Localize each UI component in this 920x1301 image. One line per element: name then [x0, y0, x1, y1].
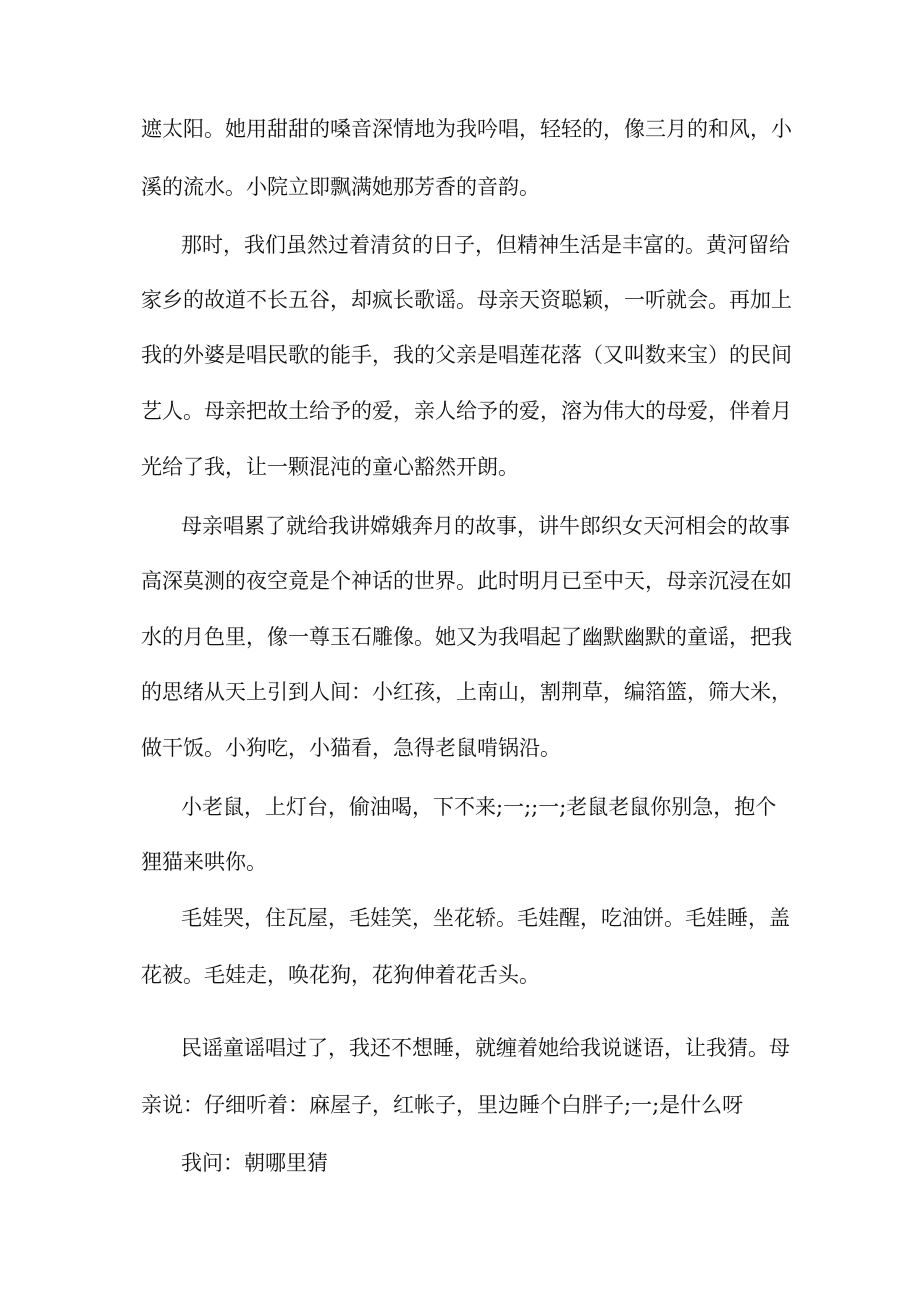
text-line: 家乡的故道不长五谷，却疯长歌谣。母亲天资聪颖，一听就会。再加上 [141, 288, 792, 312]
text-line: 艺人。母亲把故土给予的爱，亲人给予的爱，溶为伟大的母爱，伴着月 [141, 399, 792, 423]
text-line: 做干饭。小狗吃，小猫看，急得老鼠啃锅沿。 [141, 736, 561, 760]
text-line: 母亲唱累了就给我讲嫦娥奔月的故事，讲牛郎织女天河相会的故事 [181, 514, 790, 538]
text-line: 小老鼠，上灯台，偷油喝，下不来;一;;一;老鼠老鼠你别急，抱个 [181, 795, 777, 819]
text-line: 的思绪从天上引到人间：小红孩，上南山，割荆草，编箔篮，筛大米， [141, 680, 792, 704]
text-line: 那时，我们虽然过着清贫的日子，但精神生活是丰富的。黄河留给 [181, 233, 790, 257]
text-line: 遮太阳。她用甜甜的嗓音深情地为我吟唱，轻轻的，像三月的和风，小 [141, 117, 792, 141]
text-line: 水的月色里，像一尊玉石雕像。她又为我唱起了幽默幽默的童谣，把我 [141, 625, 792, 649]
text-line: 花被。毛娃走，唤花狗，花狗伸着花舌头。 [141, 963, 540, 987]
text-line: 狸猫来哄你。 [141, 850, 267, 874]
text-line: 溪的流水。小院立即飘满她那芳香的音韵。 [141, 175, 540, 199]
text-line: 亲说：仔细听着：麻屋子，红帐子，里边睡个白胖子;一;是什么呀 [141, 1093, 744, 1117]
text-line: 毛娃哭，住瓦屋，毛娃笑，坐花轿。毛娃醒，吃油饼。毛娃睡，盖 [181, 906, 790, 930]
text-line: 光给了我，让一颗混沌的童心豁然开朗。 [141, 455, 519, 479]
text-line: 我的外婆是唱民歌的能手，我的父亲是唱莲花落（又叫数来宝）的民间 [141, 343, 792, 367]
text-line: 我问：朝哪里猜 [181, 1151, 328, 1175]
text-line: 民谣童谣唱过了，我还不想睡，就缠着她给我说谜语，让我猜。母 [181, 1036, 790, 1060]
text-line: 高深莫测的夜空竟是个神话的世界。此时明月已至中天，母亲沉浸在如 [141, 569, 792, 593]
